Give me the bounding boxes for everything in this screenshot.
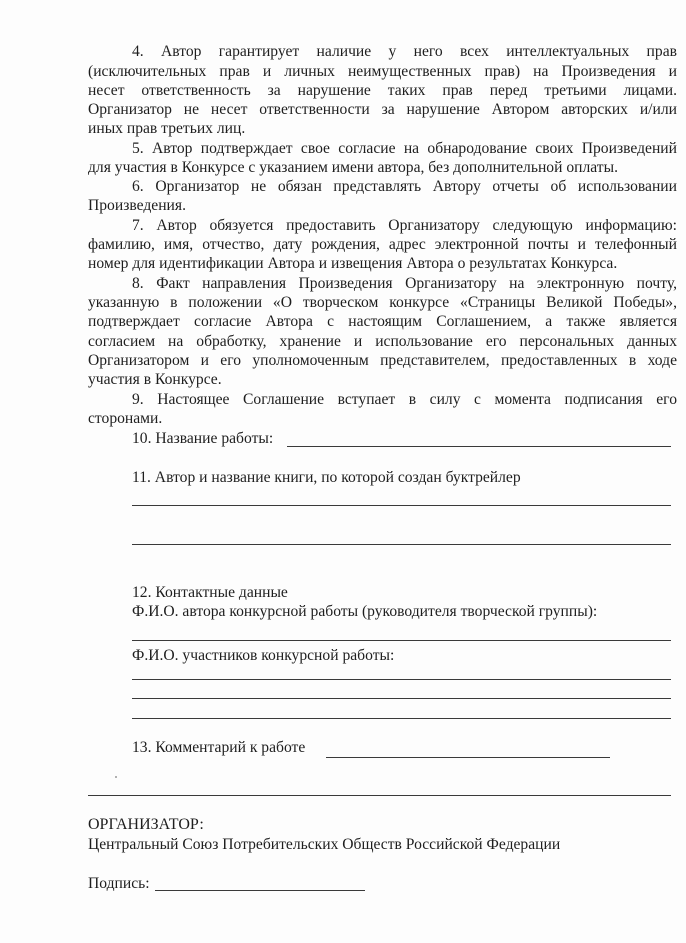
participants-field-line-3[interactable] [132, 718, 671, 719]
comment-field-line-2[interactable] [88, 795, 671, 796]
comment-label: 13. Комментарий к работе [132, 739, 306, 756]
clause-8-line-5: Организатором и его уполномоченным представителем, предоставленных в ходе [88, 352, 677, 369]
clause-9-line-1: 9. Настоящее Соглашение вступает в силу с момента подписания его [132, 391, 677, 408]
author-name-label: Ф.И.О. автора конкурсной работы (руководителя творческой группы): [132, 603, 598, 620]
organizer-heading: ОРГАНИЗАТОР: [88, 816, 204, 833]
clause-8-line-1: 8. Факт направления Произведения Организатору на электронную почту, [132, 275, 677, 292]
scan-speck [115, 776, 117, 778]
clause-8-line-6: участия в Конкурсе. [88, 371, 222, 388]
organizer-name: Центральный Союз Потребительских Обществ Российской Федерации [88, 836, 561, 853]
book-label: 11. Автор и название книги, по которой создан буктрейлер [132, 469, 521, 486]
signature-field[interactable] [155, 890, 365, 891]
clause-6-line-1: 6. Организатор не обязан представлять Автору отчеты об использовании [132, 178, 677, 195]
clause-8-line-3: подтверждает согласие Автора с настоящим Соглашением, а также является [88, 313, 677, 330]
clause-7-line-3: номер для идентификации Автора и извещения Автора о результатах Конкурса. [88, 255, 618, 272]
clause-9-line-2: сторонами. [88, 410, 163, 427]
work-title-label: 10. Название работы: [132, 430, 274, 447]
clause-8-line-4: согласием на обработку, хранение и использование его персональных данных [88, 333, 677, 350]
clause-6-line-2: Произведения. [88, 197, 186, 214]
work-title-field[interactable] [287, 446, 671, 447]
clause-4-line-5: иных прав третьих лиц. [88, 120, 246, 137]
comment-field[interactable] [326, 757, 610, 758]
book-field-line-2[interactable] [132, 544, 671, 545]
clause-4-line-3: несет ответственность за нарушение таких прав перед третьими лицами. [88, 82, 677, 99]
clause-7-line-2: фамилию, имя, отчество, дату рождения, адрес электронной почты и телефонный [88, 236, 677, 253]
clause-5-line-2: для участия в Конкурсе с указанием имени автора, без дополнительной оплаты. [88, 159, 618, 176]
participants-field-line-1[interactable] [132, 679, 671, 680]
clause-4-line-2: (исключительных прав и личных неимущественных прав) на Произведения и [88, 63, 677, 80]
clause-7-line-1: 7. Автор обязуется предоставить Организатору следующую информацию: [132, 217, 677, 234]
participants-field-line-2[interactable] [132, 698, 671, 699]
clause-4-line-1: 4. Автор гарантирует наличие у него всех интеллектуальных прав [132, 43, 677, 60]
contacts-label: 12. Контактные данные [132, 584, 288, 601]
participants-label: Ф.И.О. участников конкурсной работы: [132, 647, 395, 664]
clause-8-line-2: указанную в положении «О творческом конкурсе «Страницы Великой Победы», [88, 294, 677, 311]
clause-5-line-1: 5. Автор подтверждает свое согласие на обнародование своих Произведений [132, 140, 677, 157]
author-name-field[interactable] [132, 640, 671, 641]
book-field-line-1[interactable] [132, 505, 671, 506]
signature-label: Подпись: [88, 875, 150, 892]
clause-4-line-4: Организатор не несет ответственности за нарушение Автором авторских и/или [88, 101, 677, 118]
